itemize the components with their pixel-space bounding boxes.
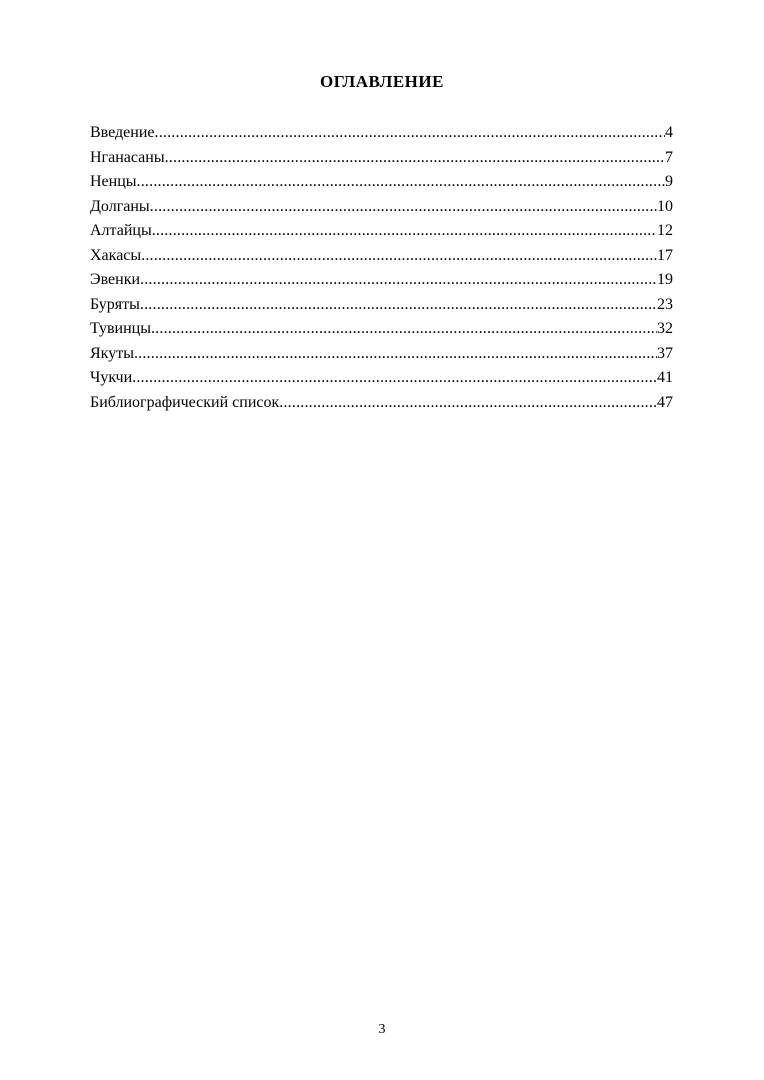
toc-dot-leader: [155, 121, 666, 146]
toc-entry-nenets[interactable]: [90, 170, 673, 195]
toc-entry-page: 7: [665, 148, 673, 166]
toc-dot-leader: [140, 293, 657, 318]
toc-entry-label: Алтайцы: [90, 222, 152, 239]
toc-entry-introduction[interactable]: [90, 121, 673, 146]
toc-entry-page: 37: [657, 344, 673, 362]
toc-entry-page: 23: [657, 295, 673, 313]
toc-entry-page: 4: [665, 124, 673, 141]
toc-dot-leader: [151, 317, 657, 342]
toc-entry-label: Тувинцы: [90, 320, 151, 337]
toc-dot-leader: [141, 244, 657, 269]
toc-dot-leader: [140, 268, 657, 293]
toc-dot-leader: [134, 342, 657, 367]
toc-entry-page: 32: [657, 320, 673, 337]
toc-entry-evenks[interactable]: [90, 268, 673, 293]
toc-entry-page: 19: [657, 271, 673, 288]
toc-entry-page: 9: [665, 173, 673, 190]
toc-dot-leader: [279, 391, 657, 416]
toc-entry-page: 12: [657, 222, 673, 239]
toc-entry-label: Хакасы: [90, 246, 142, 264]
toc-entry-bibliography[interactable]: [90, 391, 673, 416]
toc-entry-label: Ненцы: [90, 173, 137, 190]
toc-entry-label: Нганасаны: [90, 148, 165, 166]
toc-entry-dolgans[interactable]: [90, 195, 673, 220]
toc-entry-label: Чукчи: [90, 369, 133, 386]
toc-entry-page: 41: [657, 369, 673, 386]
toc-entry-label: Якуты: [90, 344, 134, 362]
page-number: 3: [378, 1022, 386, 1037]
toc-dot-leader: [152, 219, 657, 244]
toc-entry-nganasans[interactable]: [90, 146, 673, 171]
toc-entry-khakas[interactable]: [90, 244, 673, 269]
toc-dot-leader: [132, 366, 657, 391]
toc-dot-leader: [150, 195, 657, 220]
toc-entry-tuvans[interactable]: [90, 317, 673, 342]
toc-entry-label: Долганы: [90, 197, 150, 215]
toc-entry-page: 17: [657, 246, 673, 264]
toc-entry-chukchi[interactable]: [90, 366, 673, 391]
table-of-contents: [90, 121, 673, 415]
toc-entry-label: Введение: [90, 124, 155, 141]
toc-entry-buryats[interactable]: [90, 293, 673, 318]
toc-dot-leader: [137, 170, 665, 195]
toc-dot-leader: [165, 146, 665, 171]
toc-entry-altaians[interactable]: [90, 219, 673, 244]
toc-entry-page: 10: [657, 197, 673, 215]
toc-title: ОГЛАВЛЕНИЕ: [320, 72, 444, 91]
toc-entry-label: Буряты: [90, 295, 140, 313]
toc-entry-label: Библиографический список: [90, 393, 280, 411]
toc-entry-page: 47: [657, 393, 673, 411]
toc-entry-yakuts[interactable]: [90, 342, 673, 367]
toc-entry-label: Эвенки: [90, 271, 141, 288]
